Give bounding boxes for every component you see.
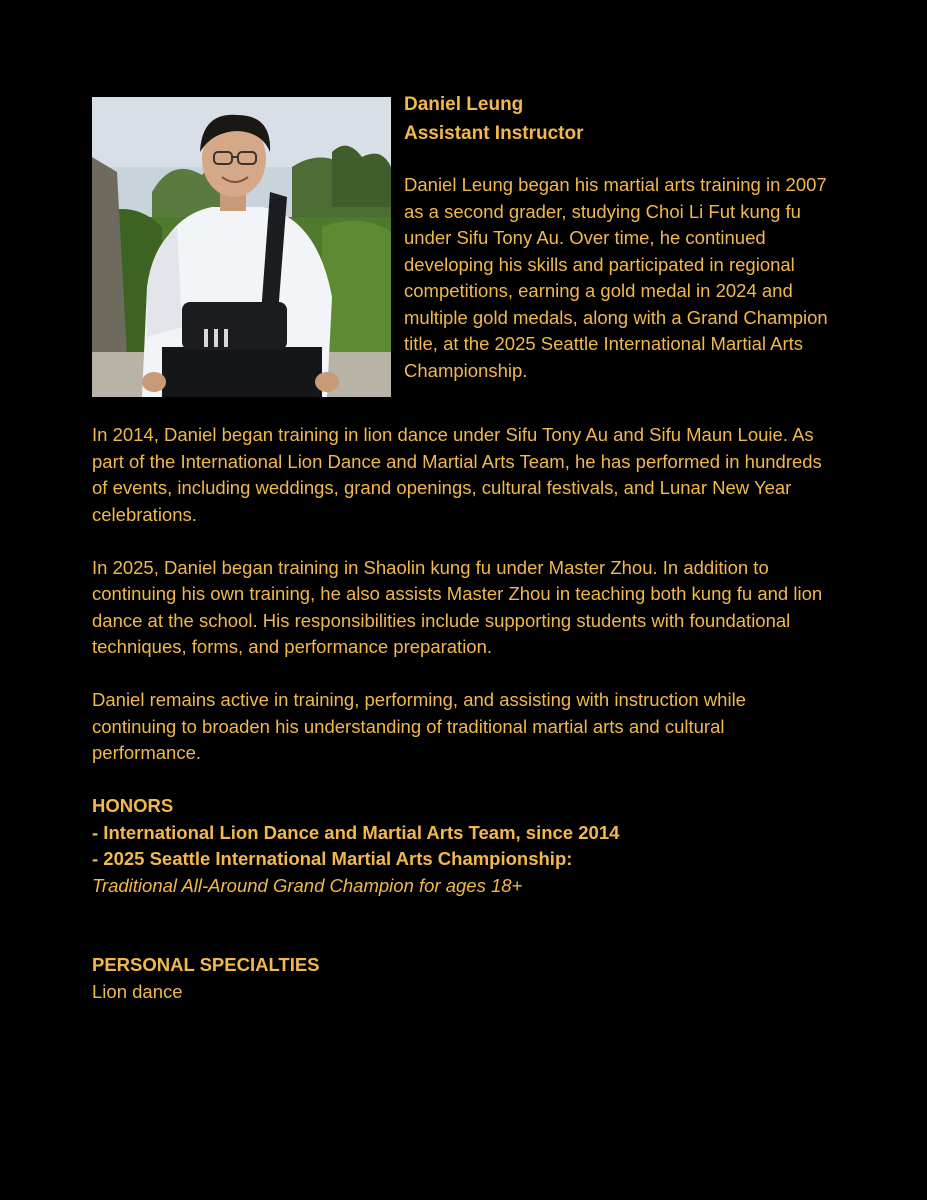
- honor-item: - 2025 Seattle International Martial Arts Championship:: [92, 848, 573, 869]
- profile-header: [92, 90, 837, 422]
- instructor-name: Daniel Leung: [404, 94, 524, 115]
- honors-title: HONORS: [92, 795, 174, 816]
- honors-section: [92, 793, 837, 899]
- specialty-value: Lion dance: [92, 980, 183, 1002]
- bio-intro: Daniel Leung began his martial arts training in 2007 as a second grader, studying Choi Li Fut kung fu under Sifu Tony Au. Over time, he continued developing his skills and participated in regional competitions, earning a gold medal in 2024 and multiple gold medals, along with a Grand Champion title, at the 2025 Seattle International Martial Arts Championship.: [404, 174, 828, 381]
- bio-paragraph: Daniel remains active in training, performing, and assisting with instruction while continuing to broaden his understanding of traditional martial arts and cultural performance.: [92, 689, 746, 763]
- specialties-title: PERSONAL SPECIALTIES: [92, 954, 320, 975]
- profile-page: [92, 90, 837, 1005]
- bio-paragraph: In 2014, Daniel began training in lion dance under Sifu Tony Au and Sifu Maun Louie. As part of the International Lion Dance and Martial Arts Team, he has performed in hundreds of events, including weddings, grand openings, cultural festivals, and Lunar New Year celebrations.: [92, 424, 822, 525]
- honor-item: - International Lion Dance and Martial Arts Team, since 2014: [92, 821, 620, 843]
- specialties-section: [92, 952, 837, 1005]
- profile-photo: [92, 97, 391, 397]
- profile-side: [404, 90, 844, 384]
- honor-note: Traditional All-Around Grand Champion for ages 18+: [92, 874, 523, 896]
- bio-paragraph: In 2025, Daniel began training in Shaolin kung fu under Master Zhou. In addition to continuing his own training, he also assists Master Zhou in teaching both kung fu and lion dance at the school. His responsibilities include supporting students with foundational techniques, forms, and performance preparation.: [92, 556, 823, 657]
- section-spacer: [92, 899, 837, 952]
- instructor-role: Assistant Instructor: [404, 123, 584, 144]
